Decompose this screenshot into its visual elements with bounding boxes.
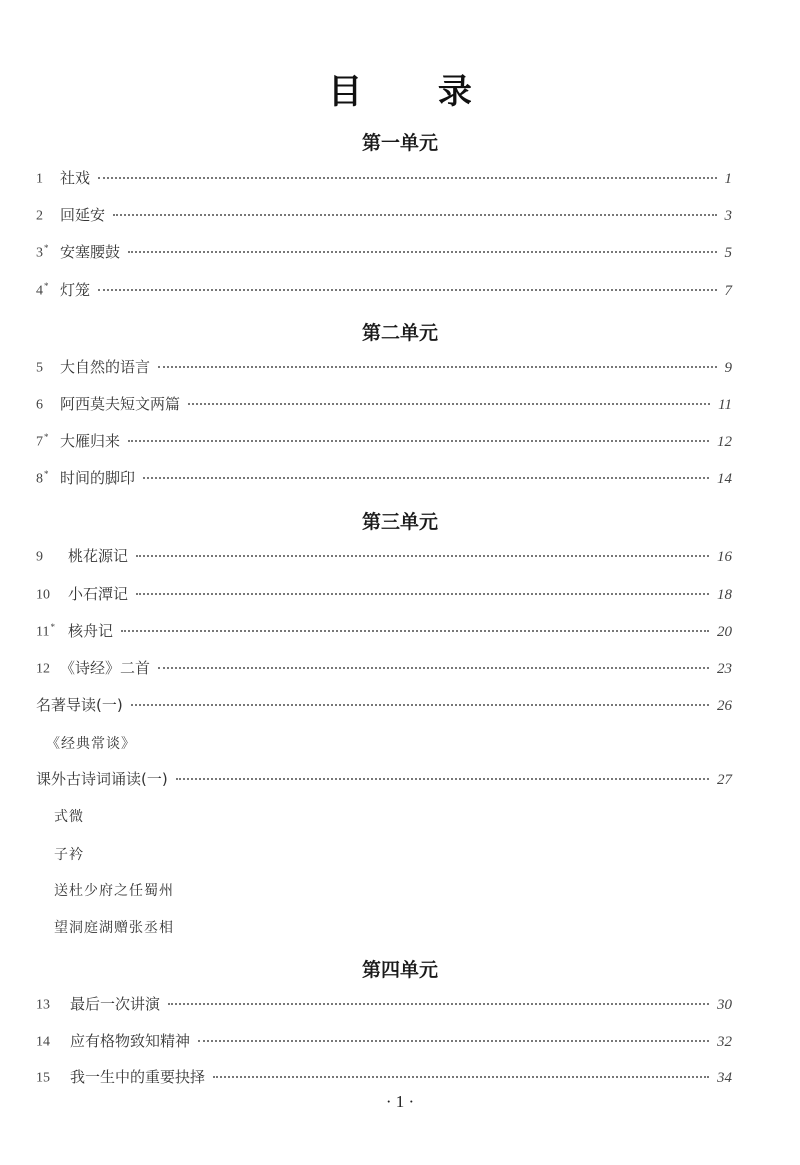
toc-entry[interactable] [36, 467, 732, 491]
toc-page: 12 [717, 434, 732, 450]
toc-title: 应有格物致知精神 [70, 1032, 191, 1050]
toc-entry[interactable] [36, 430, 732, 454]
toc-entry[interactable] [36, 657, 732, 681]
toc-number: 15 [36, 1071, 50, 1086]
toc-page: 14 [717, 471, 732, 487]
toc-number: 12 [36, 662, 50, 677]
dot-leader [98, 289, 716, 291]
toc-page: 3 [724, 208, 732, 224]
toc-title: 核舟记 [68, 622, 114, 640]
toc-title: 大雁归来 [60, 432, 121, 450]
unit-heading-1: 第一单元 [361, 132, 438, 154]
dot-leader [158, 366, 716, 368]
toc-page: 27 [717, 772, 732, 788]
dot-leader [128, 251, 716, 253]
toc-number: 9 [36, 550, 43, 565]
toc-page: 23 [717, 661, 732, 677]
toc-entry[interactable] [36, 393, 732, 417]
toc-page: 5 [724, 245, 732, 261]
dot-leader [131, 704, 709, 706]
toc-title: 课外古诗词诵读(一) [36, 770, 168, 788]
sub-item: 望洞庭湖赠张丞相 [54, 920, 174, 936]
toc-number: 5 [36, 361, 43, 376]
toc-number: 8* [36, 469, 49, 487]
dot-leader [136, 593, 709, 595]
toc-number: 14 [36, 1035, 50, 1050]
page-number: · 1 · [385, 1092, 415, 1111]
toc-title: 安塞腰鼓 [60, 243, 121, 261]
toc-number: 1 [36, 172, 43, 187]
toc-number: 13 [36, 998, 50, 1013]
sub-item: 式微 [54, 809, 84, 825]
toc-page: 7 [724, 283, 732, 299]
toc-page: 18 [717, 587, 732, 603]
toc-title: 最后一次讲演 [70, 995, 161, 1013]
toc-entry[interactable] [36, 1066, 732, 1090]
toc-page: 20 [717, 624, 732, 640]
toc-number: 11* [36, 622, 55, 640]
dot-leader [158, 667, 709, 669]
toc-page: 32 [717, 1034, 732, 1050]
toc-entry[interactable] [36, 279, 732, 303]
toc-title: 灯笼 [60, 281, 91, 299]
unit-heading-2: 第二单元 [361, 322, 438, 344]
page-title: 目 录 [328, 72, 504, 112]
dot-leader [176, 778, 709, 780]
dot-leader [188, 403, 710, 405]
toc-entry[interactable] [36, 241, 732, 265]
toc-entry[interactable] [36, 620, 732, 644]
toc-number: 6 [36, 398, 43, 413]
toc-entry[interactable] [36, 583, 732, 607]
dot-leader [113, 214, 716, 216]
toc-title: 桃花源记 [68, 547, 129, 565]
toc-page: 34 [717, 1070, 732, 1086]
toc-page: 9 [724, 360, 732, 376]
toc-page: 30 [717, 997, 732, 1013]
toc-number: 7* [36, 432, 49, 450]
dot-leader [98, 177, 716, 179]
toc-title: 阿西莫夫短文两篇 [60, 395, 181, 413]
toc-entry[interactable] [36, 356, 732, 380]
toc-page: 1 [724, 171, 732, 187]
dot-leader [213, 1076, 709, 1078]
toc-title: 时间的脚印 [60, 469, 136, 487]
toc-title: 大自然的语言 [60, 358, 151, 376]
sub-item: 子衿 [54, 847, 84, 863]
toc-number: 4* [36, 281, 49, 299]
toc-page: 11 [718, 397, 732, 413]
toc-entry[interactable] [36, 1030, 732, 1054]
toc-title: 回延安 [60, 206, 106, 224]
dot-leader [128, 440, 709, 442]
toc-entry[interactable] [36, 167, 732, 191]
toc-entry[interactable] [36, 694, 732, 718]
toc-entry[interactable] [36, 204, 732, 228]
sub-item: 送杜少府之任蜀州 [54, 883, 174, 899]
toc-title: 名著导读(一) [36, 696, 123, 714]
dot-leader [143, 477, 709, 479]
dot-leader [121, 630, 709, 632]
dot-leader [136, 555, 709, 557]
toc-entry[interactable] [36, 993, 732, 1017]
toc-entry[interactable] [36, 768, 732, 792]
toc-page: 16 [717, 549, 732, 565]
toc-title: 社戏 [60, 169, 91, 187]
unit-heading-3: 第三单元 [361, 511, 438, 533]
toc-entry[interactable] [36, 545, 732, 569]
toc-title: 小石潭记 [68, 585, 129, 603]
toc-number: 2 [36, 209, 43, 224]
dot-leader [198, 1040, 709, 1042]
toc-title: 《诗经》二首 [60, 659, 151, 677]
toc-title: 我一生中的重要抉择 [70, 1068, 206, 1086]
toc-number: 3* [36, 243, 49, 261]
toc-page: 26 [717, 698, 732, 714]
dot-leader [168, 1003, 709, 1005]
sub-item: 《经典常谈》 [46, 736, 136, 752]
toc-number: 10 [36, 588, 50, 603]
unit-heading-4: 第四单元 [361, 959, 438, 981]
